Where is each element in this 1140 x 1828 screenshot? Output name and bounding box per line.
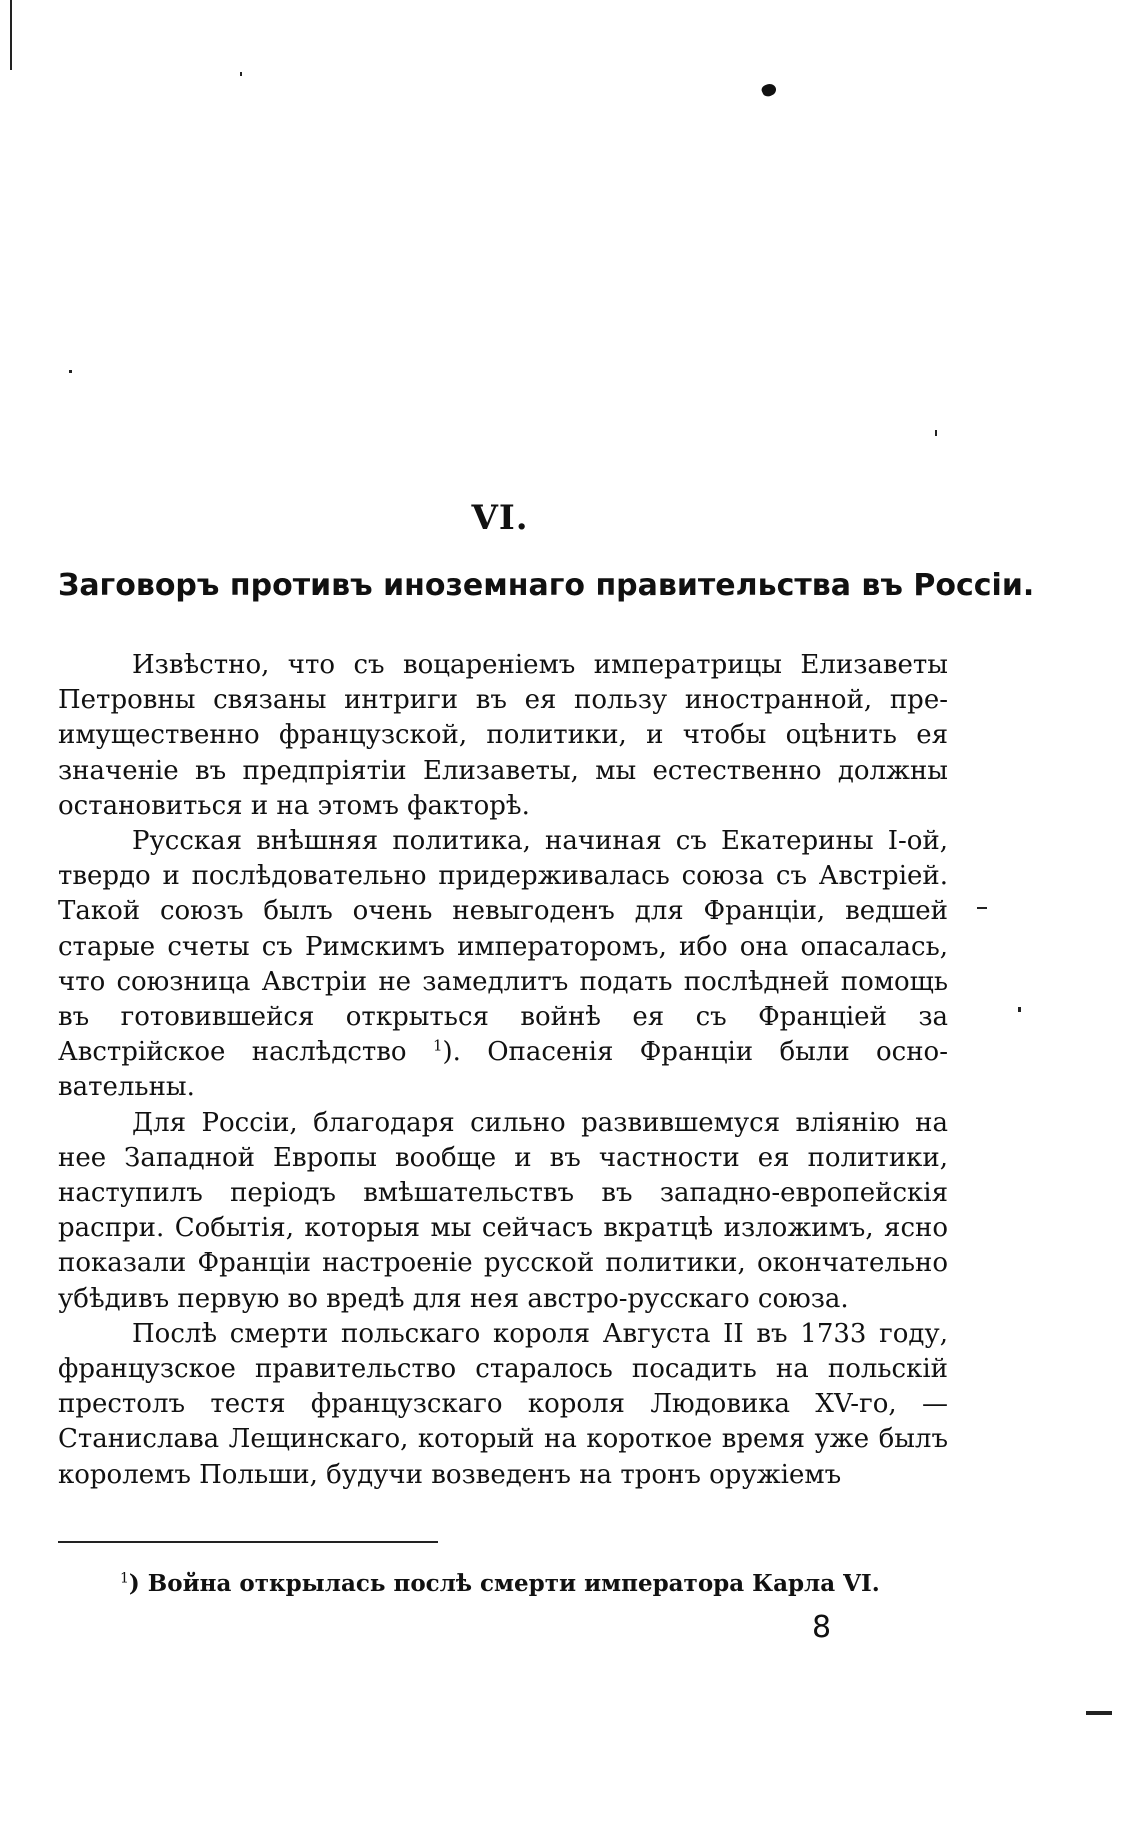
- paragraph-3: Для Россіи, благодаря сильно развившемуся вліянію на нее Западной Европы вообще и въ частности ея политики, наступилъ періодъ вмѣшательствъ въ западно-европейскія распри. Событія, которыя мы сейчасъ вкратцѣ изложимъ, ясно показали Франціи настроеніе русской политики, окончательно убѣдивъ первую во вредѣ для нея австро-русскаго союза.: [58, 1107, 948, 1314]
- footnote-reference: 1: [432, 1036, 443, 1055]
- footnote-text: ) Война открылась послѣ смерти императора Карла VI.: [128, 1570, 880, 1597]
- paragraph-4: Послѣ смерти польскаго короля Августа II въ 1733 году, французское правительство старалось посадить на польскій престолъ тестя французскаго короля Людовика XV-го, —Станислава Лещинскаго, который на короткое время уже былъ королемъ Польши, будучи возведенъ на тронъ оружіемъ: [58, 1318, 948, 1490]
- page-number: 8: [812, 1610, 832, 1645]
- ink-speck: [240, 72, 242, 76]
- ink-mark-decoration: [760, 82, 778, 99]
- scan-edge-line: [10, 0, 12, 70]
- footnote: [120, 1570, 920, 1597]
- chapter-number: VI.: [471, 498, 529, 538]
- chapter-title: Заговоръ противъ иноземнаго правительства въ Россіи.: [58, 568, 1035, 603]
- ink-speck: [69, 370, 72, 373]
- paragraph-2-text: Русская внѣшняя политика, начиная съ Екатерины I-ой, твердо и послѣдовательно придерживалась союза съ Австріей. Такой союзъ былъ очень невыгоденъ для Франціи, ведшей старые счеты съ Римскимъ императоромъ, ибо она опасалась, что союзница Австріи не замедлитъ подать послѣдней помощь въ готовившейся открыться войнѣ ея съ Франціей за Австрійское наслѣдство: [58, 826, 948, 1068]
- ink-speck: [1086, 1711, 1112, 1715]
- footnote-divider: [58, 1541, 438, 1543]
- body-text: [58, 648, 948, 1493]
- ink-speck: [1018, 1007, 1021, 1012]
- footnote-marker: 1: [120, 1570, 129, 1587]
- paragraph-1: Извѣстно, что съ воцареніемъ императрицы Елизаветы Петровны связаны интриги въ ея пользу иностранной, преимущественно французской, политики, и чтобы оцѣнить ея значеніе въ предпріятіи Елизаветы, мы естественно должны остановиться и на этомъ факторѣ.: [58, 650, 948, 821]
- paragraph-2-text-after-note: ). Опасенія Франціи были основательны.: [58, 1037, 949, 1103]
- paragraph-2: [58, 824, 948, 1106]
- ink-speck: [977, 907, 987, 909]
- ink-speck: [935, 430, 937, 436]
